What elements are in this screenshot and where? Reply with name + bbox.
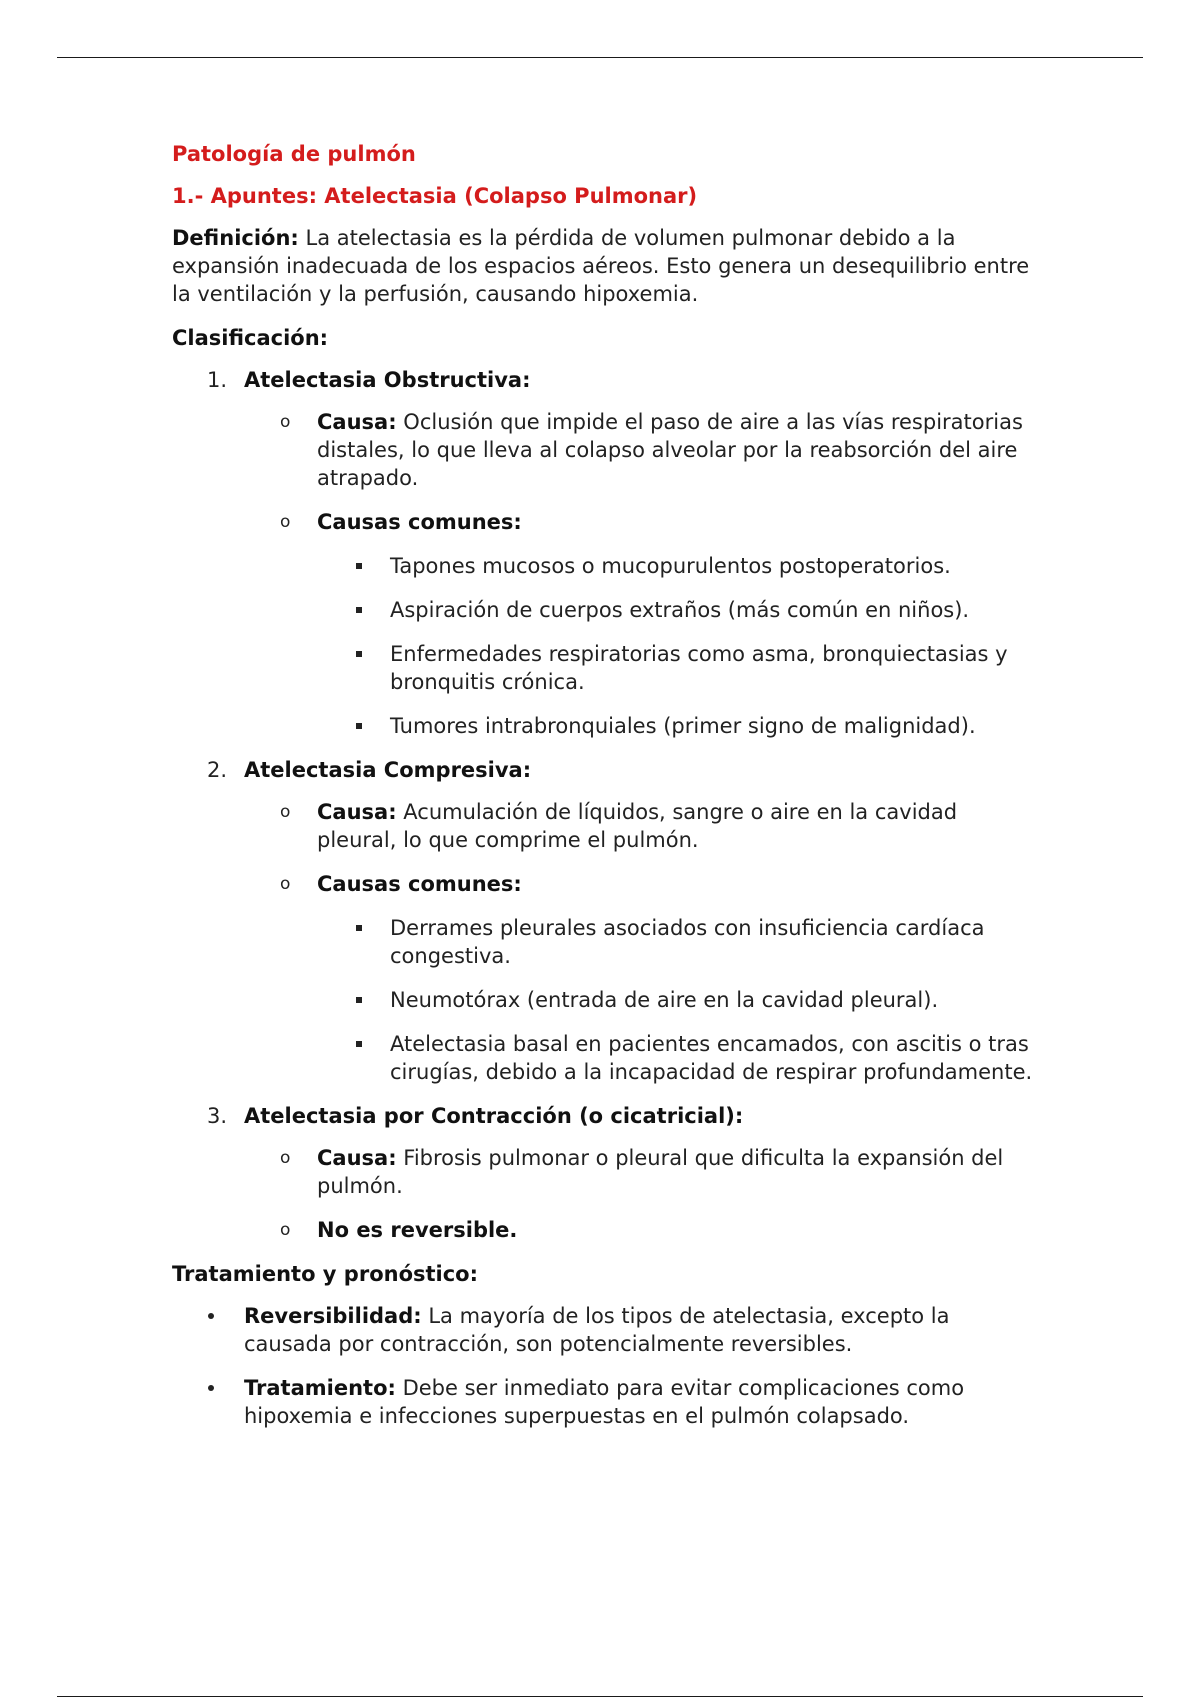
circle-bullet-icon: o bbox=[280, 874, 291, 894]
cause-text: Oclusión que impide el paso de aire a las vías respiratorias distales, lo que lleva al colapso alveolar por la reabsorción del aire atrapado. bbox=[317, 410, 1023, 490]
type-title: Atelectasia Obstructiva: bbox=[244, 368, 531, 392]
common-cause: Aspiración de cuerpos extraños (más común en niños). bbox=[390, 596, 1042, 624]
reversibility-note bbox=[172, 1216, 1042, 1244]
footer-rule bbox=[57, 1696, 1143, 1697]
classification-title: Clasificación: bbox=[172, 326, 329, 350]
treatment-label: Tratamiento: bbox=[244, 1376, 396, 1400]
square-bullet-icon bbox=[356, 925, 362, 931]
common-cause: Atelectasia basal en pacientes encamados, con ascitis o tras cirugías, debido a la incapacidad de respirar profundamente. bbox=[390, 1030, 1042, 1086]
treatment-title: Tratamiento y pronóstico: bbox=[172, 1262, 479, 1286]
bullet-icon bbox=[208, 1313, 214, 1319]
square-bullet-icon bbox=[356, 997, 362, 1003]
common-causes-item bbox=[172, 870, 1042, 1086]
bullet-icon bbox=[208, 1385, 214, 1391]
treatment-text: Debe ser inmediato para evitar complicaciones como hipoxemia e infecciones superpuestas en el pulmón colapsado. bbox=[244, 1376, 965, 1428]
document-subtitle: 1.- Apuntes: Atelectasia (Colapso Pulmonar) bbox=[172, 184, 698, 208]
type-title: Atelectasia Compresiva: bbox=[244, 758, 532, 782]
document-body bbox=[172, 140, 1042, 1446]
treatment-list bbox=[172, 1302, 1042, 1430]
definition-label: Definición: bbox=[172, 226, 299, 250]
common-cause: Derrames pleurales asociados con insuficiencia cardíaca congestiva. bbox=[390, 914, 1042, 970]
circle-bullet-icon: o bbox=[280, 1220, 291, 1240]
type-item-compressive bbox=[172, 756, 1042, 1086]
cause-item bbox=[172, 1144, 1042, 1200]
common-cause: Tapones mucosos o mucopurulentos postoperatorios. bbox=[390, 552, 1042, 580]
cause-label: Causa: bbox=[317, 1146, 397, 1170]
treatment-text: La mayoría de los tipos de atelectasia, excepto la causada por contracción, son potencialmente reversibles. bbox=[244, 1304, 950, 1356]
type-title: Atelectasia por Contracción (o cicatricial): bbox=[244, 1104, 744, 1128]
treatment-item bbox=[172, 1302, 1042, 1358]
type-number: 1. bbox=[207, 368, 228, 392]
circle-bullet-icon: o bbox=[280, 412, 291, 432]
square-bullet-icon bbox=[356, 723, 362, 729]
definition-paragraph bbox=[172, 224, 1042, 308]
definition-text: La atelectasia es la pérdida de volumen pulmonar debido a la expansión inadecuada de los espacios aéreos. Esto genera un desequilibrio entre la ventilación y la perfusión, causando hipoxemia. bbox=[172, 226, 1030, 306]
type-number: 3. bbox=[207, 1104, 228, 1128]
treatment-label: Reversibilidad: bbox=[244, 1304, 422, 1328]
circle-bullet-icon: o bbox=[280, 1148, 291, 1168]
common-cause: Enfermedades respiratorias como asma, bronquiectasias y bronquitis crónica. bbox=[390, 640, 1042, 696]
square-bullet-icon bbox=[356, 651, 362, 657]
square-bullet-icon bbox=[356, 607, 362, 613]
common-causes-item bbox=[172, 508, 1042, 740]
type-number: 2. bbox=[207, 758, 228, 782]
type-item-obstructive bbox=[172, 366, 1042, 740]
cause-label: Causa: bbox=[317, 800, 397, 824]
document-title: Patología de pulmón bbox=[172, 142, 416, 166]
cause-text: Fibrosis pulmonar o pleural que dificulta la expansión del pulmón. bbox=[317, 1146, 1004, 1198]
common-cause: Tumores intrabronquiales (primer signo de malignidad). bbox=[390, 712, 1042, 740]
cause-item bbox=[172, 798, 1042, 854]
note-text: No es reversible. bbox=[317, 1218, 518, 1242]
common-cause: Neumotórax (entrada de aire en la cavidad pleural). bbox=[390, 986, 1042, 1014]
type-item-contraction bbox=[172, 1102, 1042, 1244]
cause-item bbox=[172, 408, 1042, 492]
cause-label: Causa: bbox=[317, 410, 397, 434]
circle-bullet-icon: o bbox=[280, 802, 291, 822]
circle-bullet-icon: o bbox=[280, 512, 291, 532]
treatment-item bbox=[172, 1374, 1042, 1430]
header-rule bbox=[57, 57, 1143, 58]
square-bullet-icon bbox=[356, 1041, 362, 1047]
square-bullet-icon bbox=[356, 563, 362, 569]
common-causes-label: Causas comunes: bbox=[317, 872, 522, 896]
cause-text: Acumulación de líquidos, sangre o aire en la cavidad pleural, lo que comprime el pulmón. bbox=[317, 800, 958, 852]
common-causes-label: Causas comunes: bbox=[317, 510, 522, 534]
classification-list bbox=[172, 366, 1042, 1244]
